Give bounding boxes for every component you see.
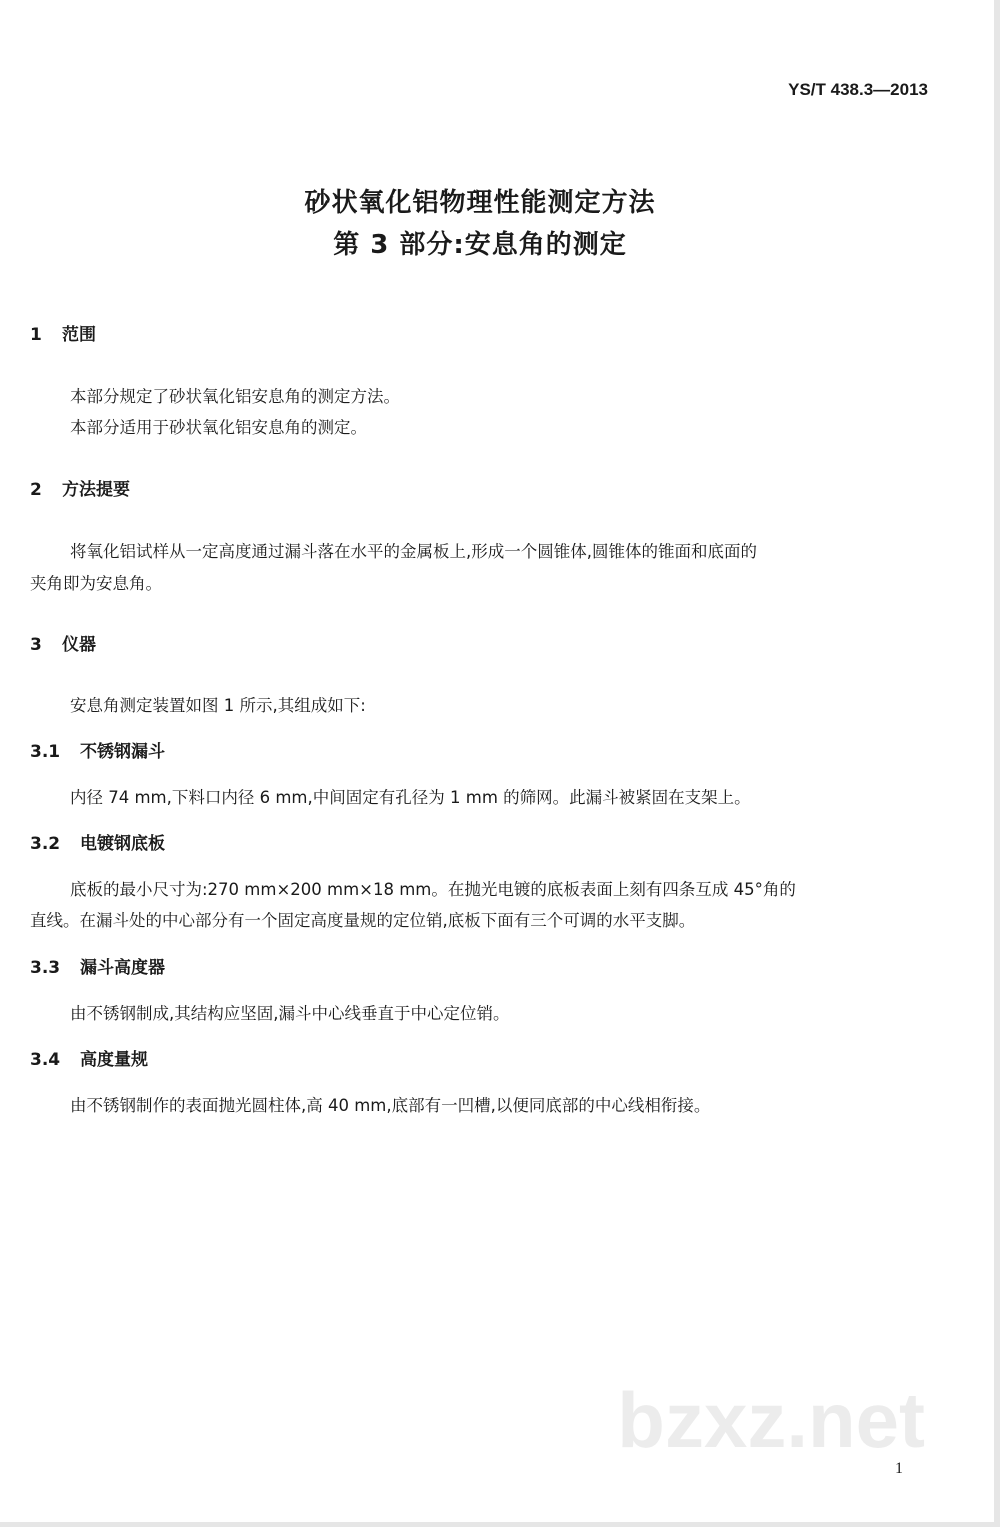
subsection-heading-3-2: 3.2 电镀钢底板 bbox=[30, 834, 165, 854]
paragraph: 本部分适用于砂状氧化铝安息角的测定。 bbox=[70, 418, 367, 437]
paragraph: 本部分规定了砂状氧化铝安息角的测定方法。 bbox=[70, 387, 400, 406]
section-heading-3: 3 仪器 bbox=[30, 635, 96, 655]
paragraph: 安息角测定装置如图 1 所示,其组成如下: bbox=[70, 696, 366, 715]
watermark: bzxz.net bbox=[617, 1376, 925, 1464]
standard-number: YS/T 438.3—2013 bbox=[788, 80, 928, 99]
doc-subtitle: 第 3 部分:安息角的测定 bbox=[333, 230, 627, 260]
paragraph: 由不锈钢制成,其结构应坚固,漏斗中心线垂直于中心定位销。 bbox=[70, 1004, 510, 1023]
page-number: 1 bbox=[895, 1460, 903, 1477]
paragraph: 直线。在漏斗处的中心部分有一个固定高度量规的定位销,底板下面有三个可调的水平支脚。 bbox=[30, 911, 696, 930]
subsection-heading-3-4: 3.4 高度量规 bbox=[30, 1050, 148, 1070]
paragraph: 将氧化铝试样从一定高度通过漏斗落在水平的金属板上,形成一个圆锥体,圆锥体的锥面和底面的 bbox=[70, 542, 757, 561]
paragraph: 内径 74 mm,下料口内径 6 mm,中间固定有孔径为 1 mm 的筛网。此漏斗被紧固在支架上。 bbox=[70, 788, 751, 807]
section-heading-1: 1 范围 bbox=[30, 325, 96, 345]
page-edge-right bbox=[994, 0, 1000, 1527]
subsection-heading-3-1: 3.1 不锈钢漏斗 bbox=[30, 742, 165, 762]
subsection-heading-3-3: 3.3 漏斗高度器 bbox=[30, 958, 165, 978]
paragraph: 夹角即为安息角。 bbox=[30, 574, 162, 593]
section-heading-2: 2 方法提要 bbox=[30, 480, 130, 500]
doc-title: 砂状氧化铝物理性能测定方法 bbox=[304, 188, 656, 218]
paragraph: 底板的最小尺寸为:270 mm×200 mm×18 mm。在抛光电镀的底板表面上刻有四条互成 45°角的 bbox=[70, 880, 796, 899]
paragraph: 由不锈钢制作的表面抛光圆柱体,高 40 mm,底部有一凹槽,以便同底部的中心线相衔接。 bbox=[70, 1096, 711, 1115]
page-edge-bottom bbox=[0, 1522, 1000, 1527]
